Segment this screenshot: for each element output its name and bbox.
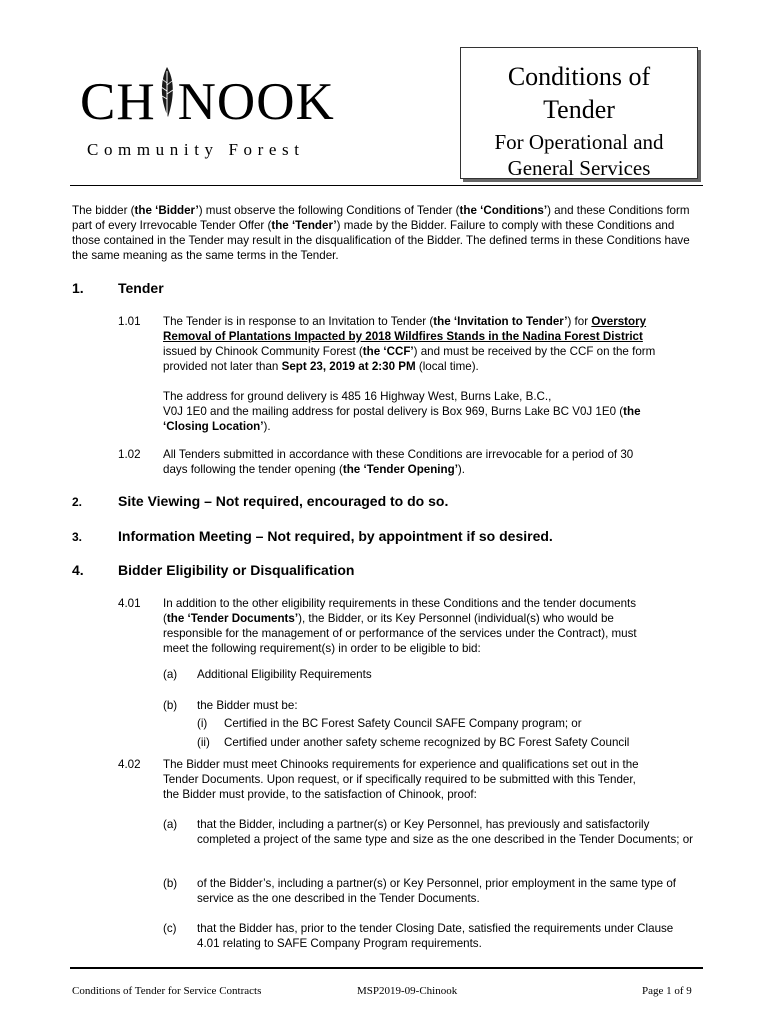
footer-reference: MSP2019-09-Chinook xyxy=(357,985,458,997)
item-4-01-b-i-text: Certified in the BC Forest Safety Council SAFE Company program; or xyxy=(224,717,582,730)
footer-divider xyxy=(70,967,703,969)
item-4-02-c-label: (c) xyxy=(163,922,177,935)
address-line-2: V0J 1E0 and the mailing address for postal delivery is Box 969, Burns Lake BC V0J 1E0 ( xyxy=(163,405,624,418)
item-4-01-b-label: (b) xyxy=(163,699,178,712)
term-invitation-to-tender: the ‘Invitation to Tender’ xyxy=(433,315,568,328)
intro-term-tender: the ‘Tender’ xyxy=(271,219,337,232)
title-line-4: General Services xyxy=(507,156,651,180)
logo-wordmark xyxy=(80,73,335,131)
document-title-box xyxy=(460,47,698,179)
item-4-01-b-ii-label: (ii) xyxy=(197,736,210,749)
section-4-number: 4. xyxy=(72,562,84,578)
item-4-01-b-i-label: (i) xyxy=(197,717,208,730)
clause-1-01-d: issued by Chinook Community Forest ( xyxy=(163,345,363,358)
item-4-01-b-text: the Bidder must be: xyxy=(197,699,298,712)
intro-paragraph xyxy=(72,203,704,263)
title-line-2: Tender xyxy=(543,95,615,124)
section-1-title: Tender xyxy=(118,280,164,296)
address-end: ). xyxy=(263,420,271,433)
clause-4-01-line-4: meet the following requirement(s) in order to be eligible to bid: xyxy=(163,642,481,655)
clause-4-01-line-3: responsible for the management of or performance of the services under the Contract), must xyxy=(163,627,637,640)
section-4-title: Bidder Eligibility or Disqualification xyxy=(118,562,355,578)
section-3-number: 3. xyxy=(72,530,83,544)
intro-term-bidder: the ‘Bidder’ xyxy=(134,204,199,217)
item-4-01-a-label: (a) xyxy=(163,668,178,681)
footer-document-name: Conditions of Tender for Service Contracts xyxy=(72,985,262,997)
item-4-02-b-text: of the Bidder’s, including a partner(s) or Key Personnel, prior employment in the same type of service as the one described in the Tender Documents. xyxy=(197,877,677,905)
address-the: the xyxy=(623,405,641,418)
intro-text-3: ) and these Conditions form part of every Irrevocable Tender Offer ( xyxy=(72,204,690,232)
intro-text-2: ) must observe the following Conditions of Tender ( xyxy=(198,204,460,217)
item-4-01-a-text: Additional Eligibility Requirements xyxy=(197,668,372,681)
section-2-title: Site Viewing – Not required, encouraged to do so. xyxy=(118,493,449,509)
header-divider xyxy=(70,185,703,186)
item-4-02-b-label: (b) xyxy=(163,877,178,890)
clause-1-01-c: ) for xyxy=(567,315,592,328)
title-line-1: Conditions of xyxy=(507,62,651,91)
clause-4-02-number: 4.02 xyxy=(118,758,141,771)
clause-4-01-number: 4.01 xyxy=(118,597,141,610)
section-2-number: 2. xyxy=(72,495,83,509)
term-ccf: the ‘CCF’ xyxy=(362,345,414,358)
logo-subtitle: Community Forest xyxy=(87,140,305,159)
section-3-title: Information Meeting – Not required, by appointment if so desired. xyxy=(118,528,553,544)
clause-1-01-number: 1.01 xyxy=(118,315,141,328)
clause-4-01-line-2: ), the Bidder, or its Key Personnel (individual(s) who would be xyxy=(298,612,614,625)
clause-1-01-f: ) and must be received by the CCF on the form xyxy=(413,345,656,358)
footer-page-number: Page 1 of 9 xyxy=(642,985,692,997)
term-closing-location: ‘Closing Location’ xyxy=(163,420,264,433)
logo-word-left: CH xyxy=(80,73,156,131)
clause-1-02-b: days following the tender opening ( xyxy=(163,463,343,476)
intro-term-conditions: the ‘Conditions’ xyxy=(459,204,548,217)
clause-4-02-text xyxy=(163,757,703,802)
closing-date: Sept 23, 2019 at 2:30 PM xyxy=(281,360,416,373)
project-name-part-2: Removal of Plantations Impacted by 2018 Wildfires Stands in the Nadina Forest District xyxy=(163,330,643,343)
address-line-1: The address for ground delivery is 485 16 Highway West, Burns Lake, B.C., xyxy=(163,390,552,403)
clause-4-01-line-1: In addition to the other eligibility requirements in these Conditions and the tender documents xyxy=(163,597,637,610)
term-tender-documents: the ‘Tender Documents’ xyxy=(166,612,299,625)
title-line-3: For Operational and xyxy=(494,130,664,154)
intro-text-1: The bidder ( xyxy=(72,204,135,217)
logo-word-right: NOOK xyxy=(177,73,335,131)
clause-1-01-text xyxy=(163,314,703,434)
clause-4-02-line-3: the Bidder must provide, to the satisfaction of Chinook, proof: xyxy=(163,788,477,801)
clause-1-02-d: ). xyxy=(457,463,466,476)
clause-1-02-a: All Tenders submitted in accordance with these Conditions are irrevocable for a period of 30 xyxy=(163,448,634,461)
item-4-02-a-text: that the Bidder, including a partner(s) or Key Personnel, has previously and satisfactorily completed a project of the same type and size as the one described in the Tender Documents; or xyxy=(197,818,694,846)
clause-1-01-g: provided not later than xyxy=(163,360,282,373)
clause-1-01-a: The Tender is in response to an Invitation to Tender ( xyxy=(163,315,434,328)
clause-4-02-line-1: The Bidder must meet Chinooks requirements for experience and qualifications set out in the xyxy=(163,758,639,771)
feather-icon xyxy=(156,79,178,119)
clause-4-02-line-2: Tender Documents. Upon request, or if specifically required to be submitted with this Tender, xyxy=(163,773,636,786)
clause-1-01-i: (local time). xyxy=(415,360,479,373)
term-tender-opening: the ‘Tender Opening’ xyxy=(342,463,458,476)
clause-1-02-number: 1.02 xyxy=(118,448,141,461)
item-4-02-a-label: (a) xyxy=(163,818,178,831)
project-name-part-1: Overstory xyxy=(591,315,647,328)
item-4-01-b-ii-text: Certified under another safety scheme recognized by BC Forest Safety Council xyxy=(224,736,630,749)
intro-text-4: ) made by the Bidder. Failure to comply with these Conditions and those contained in the Tender may result in the disqualification of the Bidder. The defined terms in these Conditions have the same meaning as the same terms in the Tender. xyxy=(72,219,690,262)
section-1-number: 1. xyxy=(72,280,84,296)
clause-1-02-text xyxy=(163,447,703,477)
clause-4-01-text: In addition to the other eligibility requirements in these Conditions and the tender documents (the ‘Tender Documents’), the Bidder, or its Key Personnel (individual(s) who would be responsible for the management of or performance of the services under the Contract), must meet the following requirement(s) in order to be eligible to bid: xyxy=(163,596,703,656)
item-4-02-c-text: that the Bidder has, prior to the tender Closing Date, satisfied the requirements under Clause 4.01 relating to SAFE Company Program requirements. xyxy=(197,922,674,950)
